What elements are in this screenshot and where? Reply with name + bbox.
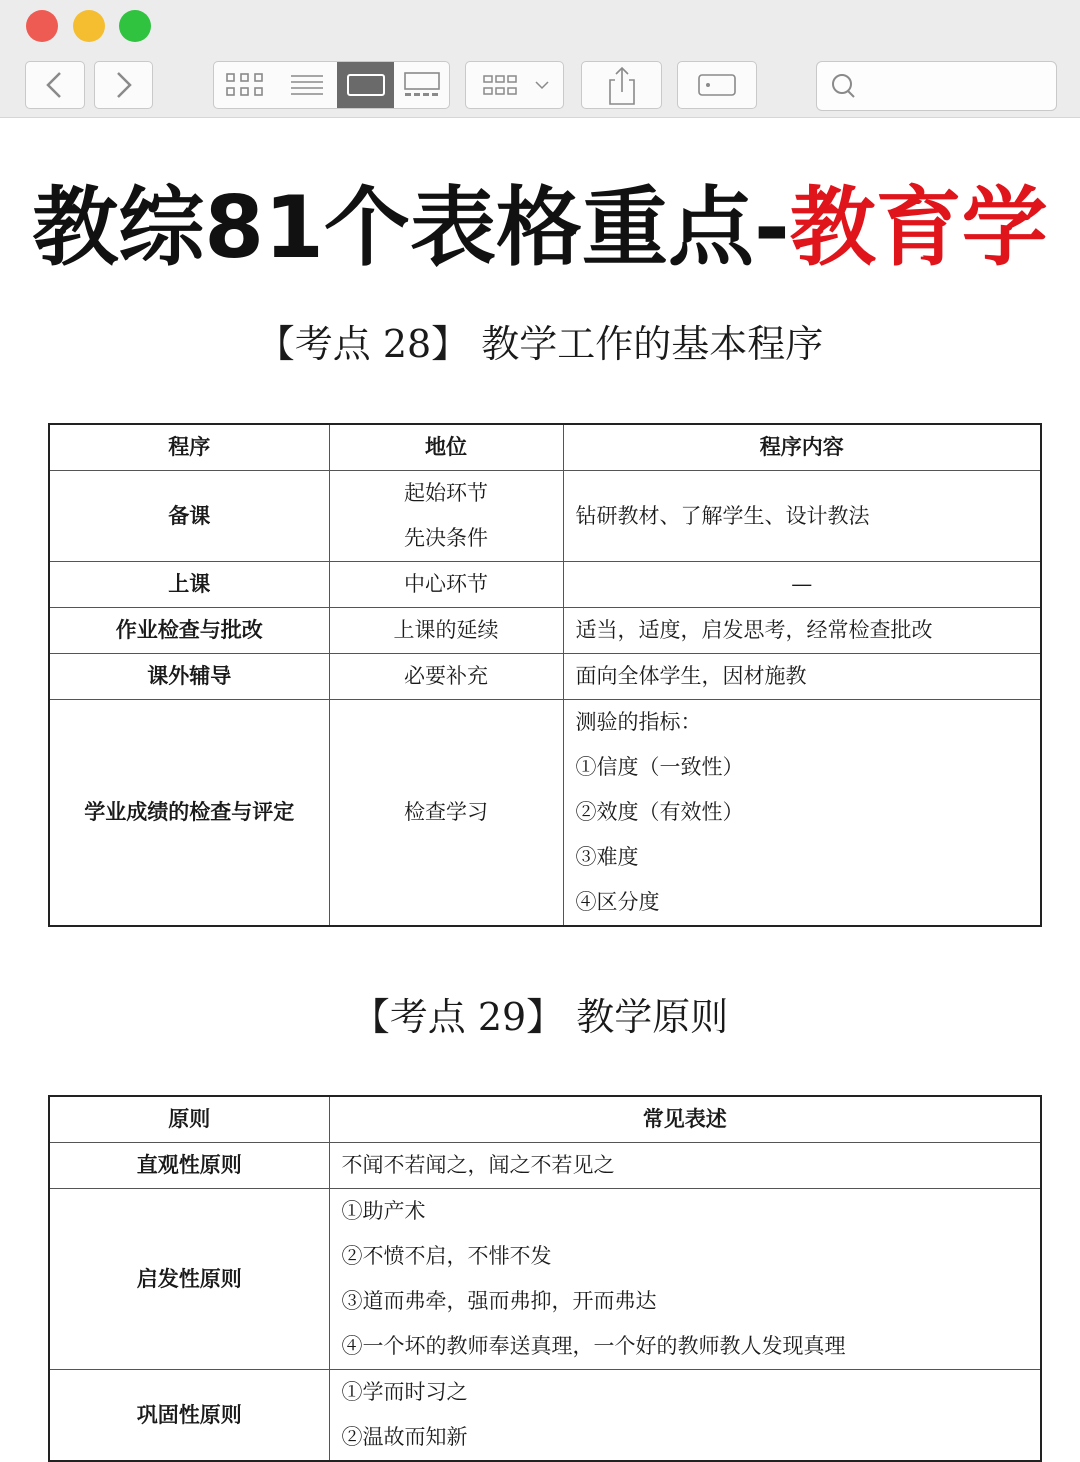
status-cell-line: 先决条件 (404, 526, 488, 550)
search-icon (825, 62, 865, 110)
status-cell (329, 471, 563, 562)
chevron-right-icon (95, 62, 152, 108)
content-cell (563, 562, 1041, 608)
group-by-dropdown[interactable] (465, 61, 564, 109)
list-view-button[interactable] (276, 62, 337, 108)
content-cell (563, 471, 1041, 562)
status-cell-line: 上课的延续 (393, 618, 499, 642)
chevron-left-icon (26, 62, 84, 108)
filmstrip-view-button[interactable] (394, 62, 449, 108)
program-cell: 课外辅导 (49, 654, 329, 700)
table-row (49, 471, 1041, 562)
status-cell-line: 必要补充 (404, 664, 488, 688)
column-header: 地位 (329, 424, 563, 471)
section-28-title: 【考点 28】 教学工作的基本程序 (256, 322, 824, 366)
column-header: 程序 (49, 424, 329, 471)
program-cell: 作业检查与批改 (49, 608, 329, 654)
forward-button[interactable] (94, 61, 153, 109)
expression-cell-line: ③道而弗牵，强而弗抑，开而弗达 (341, 1289, 657, 1313)
content-cell-line: ④区分度 (575, 890, 660, 914)
column-header: 常见表述 (329, 1096, 1041, 1143)
expression-cell-line: ①助产术 (341, 1199, 426, 1223)
content-cell-line: 测验的指标： (575, 710, 702, 734)
status-cell (329, 562, 563, 608)
program-cell: 上课 (49, 562, 329, 608)
grid-view-icon (223, 70, 267, 100)
status-cell-line: 起始环节 (404, 481, 488, 505)
status-cell (329, 700, 563, 927)
minimize-window-button[interactable] (73, 10, 105, 42)
window-toolbar (0, 0, 1080, 118)
expression-cell-line: ②不愤不启，不悱不发 (341, 1244, 552, 1268)
table-row (49, 1370, 1041, 1462)
single-page-view-icon (344, 70, 388, 100)
table-row (49, 1189, 1041, 1370)
group-icon (466, 62, 563, 108)
expression-cell (329, 1143, 1041, 1189)
status-cell (329, 654, 563, 700)
status-cell (329, 608, 563, 654)
content-cell (563, 700, 1041, 927)
content-cell (563, 608, 1041, 654)
content-cell (563, 654, 1041, 700)
view-mode-segmented-control (213, 61, 450, 109)
column-header: 程序内容 (563, 424, 1041, 471)
table-header-row (49, 1096, 1041, 1143)
principle-cell: 巩固性原则 (49, 1370, 329, 1462)
share-icon (582, 62, 661, 108)
status-cell-line: 检查学习 (404, 800, 488, 824)
content-cell-line: 钻研教材、了解学生、设计教法 (575, 503, 870, 528)
content-cell-line: ③难度 (575, 845, 639, 869)
expression-cell-line: ②温故而知新 (341, 1425, 468, 1449)
expression-cell-line: ④一个坏的教师奉送真理，一个好的教师教人发现真理 (341, 1334, 846, 1358)
program-cell: 备课 (49, 471, 329, 562)
page-title-black: 教综81个表格重点- (32, 178, 790, 278)
table-row (49, 654, 1041, 700)
search-input[interactable] (816, 61, 1057, 111)
section-29-title: 【考点 29】 教学原则 (351, 995, 729, 1039)
table-header-row (49, 424, 1041, 471)
table-row (49, 700, 1041, 927)
expression-cell-line: 不闻不若闻之，闻之不若见之 (341, 1153, 615, 1177)
table-row (49, 1143, 1041, 1189)
single-page-view-button[interactable] (337, 62, 394, 108)
status-cell-line: 中心环节 (404, 572, 488, 596)
close-window-button[interactable] (26, 10, 58, 42)
list-view-icon (287, 70, 327, 100)
back-button[interactable] (25, 61, 85, 109)
content-cell-line: 面向全体学生，因材施教 (575, 664, 807, 688)
table-row (49, 562, 1041, 608)
expression-cell (329, 1370, 1041, 1462)
zoom-window-button[interactable] (119, 10, 151, 42)
filmstrip-view-icon (400, 70, 444, 100)
column-header: 原则 (49, 1096, 329, 1143)
content-cell-line: ①信度（一致性） (575, 755, 744, 779)
principle-cell: 直观性原则 (49, 1143, 329, 1189)
page-title-red: 教育学 (789, 178, 1048, 278)
content-cell-line: 适当，适度，启发思考，经常检查批改 (575, 618, 933, 642)
tag-button[interactable] (677, 61, 757, 109)
program-cell: 学业成绩的检查与评定 (49, 700, 329, 927)
principle-cell: 启发性原则 (49, 1189, 329, 1370)
grid-view-button[interactable] (214, 62, 276, 108)
tag-icon (678, 62, 756, 108)
content-cell-line: — (791, 572, 813, 596)
expression-cell (329, 1189, 1041, 1370)
expression-cell-line: ①学而时习之 (341, 1380, 468, 1404)
share-button[interactable] (581, 61, 662, 109)
page-title (0, 178, 1080, 278)
principle-table (48, 1095, 1042, 1462)
procedure-table (48, 423, 1042, 927)
table-row (49, 608, 1041, 654)
content-cell-line: ②效度（有效性） (575, 800, 744, 824)
